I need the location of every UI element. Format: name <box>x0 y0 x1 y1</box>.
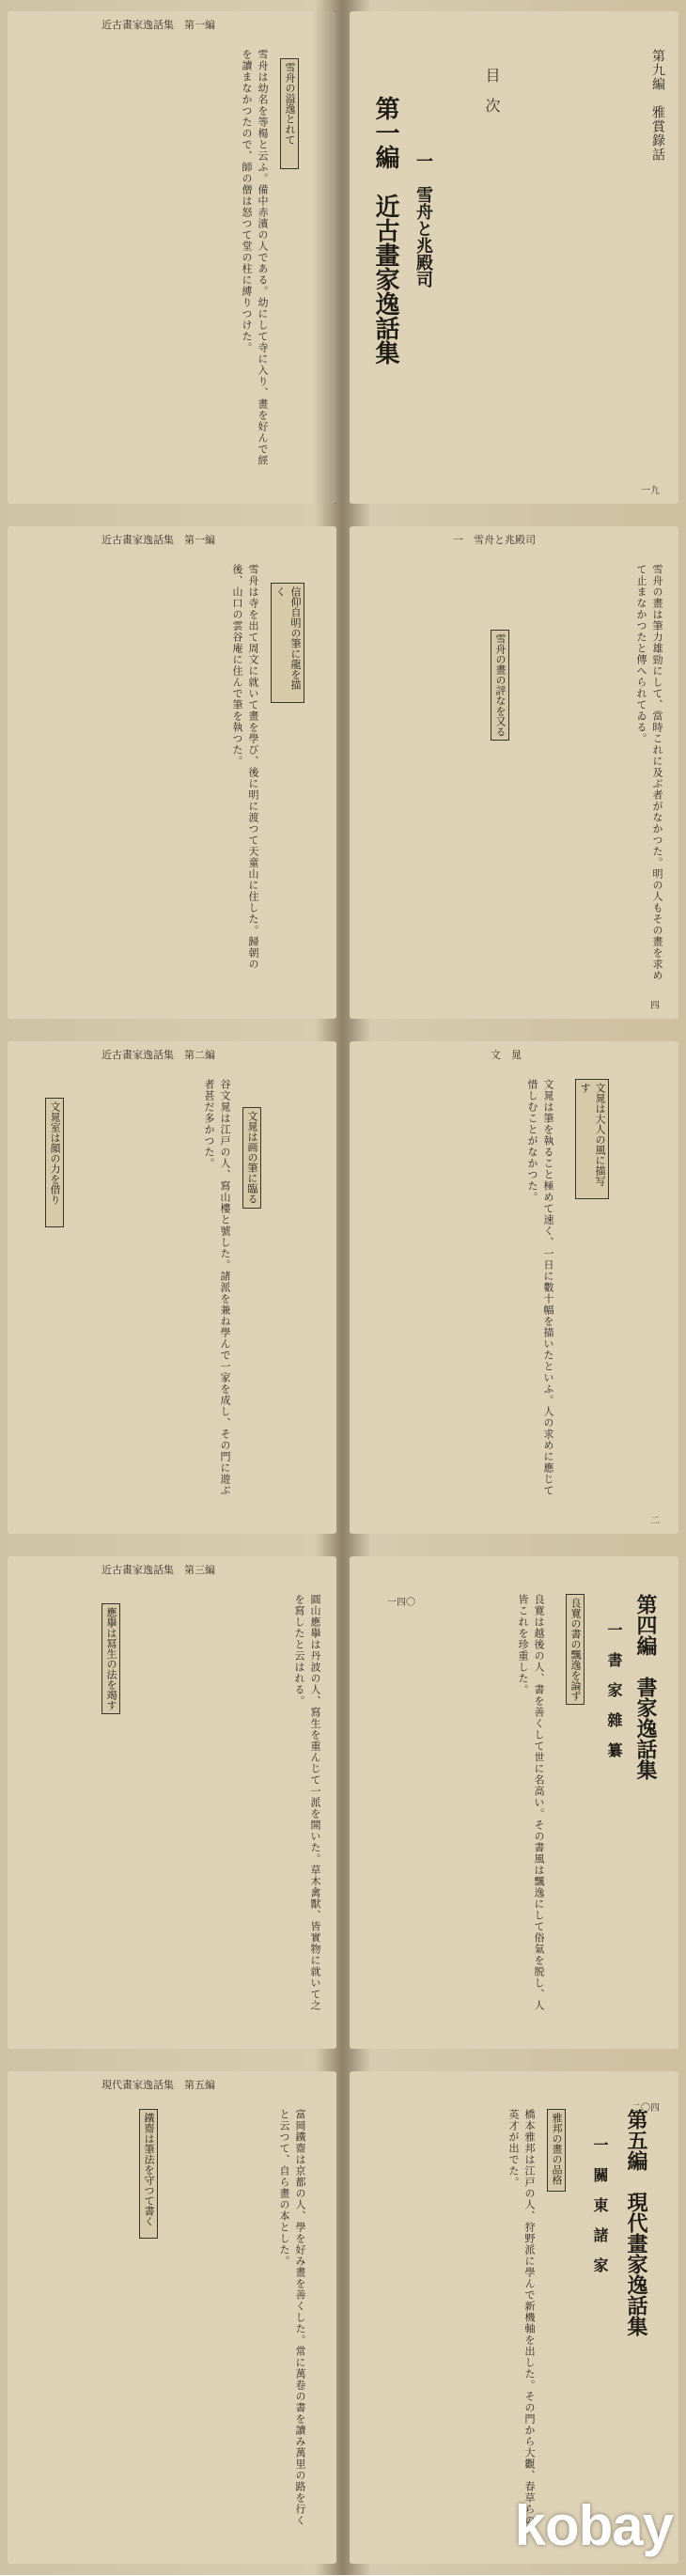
chapter-title: 第一編 近古畫家逸話集 <box>371 96 399 365</box>
running-header: 現代畫家逸話集 第五編 <box>101 2079 215 2091</box>
section-box-heading-secondary: 文晁室は顔の力を借り <box>45 1098 64 1227</box>
section-title: 一 雪舟と兆殿司 <box>413 152 433 288</box>
body-text: 富岡鐵齋は京都の人、學を好み畫を善くした。常に萬卷の書を讀み萬里の路を行くと云つて、自ら畫の本とした。 <box>278 2109 306 2526</box>
section-title: 一 關 東 諸 家 <box>591 2137 609 2272</box>
book-spread-5 <box>0 2060 686 2575</box>
section-box-heading: 鐵齋は筆法を守つて書く <box>139 2109 158 2239</box>
body-text: 橋本雅邦は江戸の人、狩野派に學んで新機軸を出した。その門から大觀、春草らの英才が出でた。 <box>507 2109 536 2526</box>
right-page <box>350 1556 678 2049</box>
running-header: 近古畫家逸話集 第一編 <box>101 534 215 546</box>
section-box-heading: 文晁は大人の風に描写す <box>575 1079 609 1199</box>
running-header: 近古畫家逸話集 第二編 <box>101 1049 215 1061</box>
page-number: 二〇四 <box>631 2103 660 2114</box>
page-number: 二 <box>650 1516 660 1526</box>
body-text: 圓山應擧は丹波の人、寫生を重んじて一派を開いた。草木禽獸、皆實物に就いて之を寫したと云はれる。 <box>293 1594 321 2011</box>
chapter-title: 第五編 現代畫家逸話集 <box>624 2109 648 2336</box>
body-text: 雪舟の畫は筆力雄勁にして、當時これに及ぶ者がなかつた。明の人もその畫を求めて止まなかつたと傳へられてゐる。 <box>635 564 663 981</box>
body-text: 良寛は越後の人、書を善くして世に名高い。その書風は飄逸にして俗氣を脱し、人皆これを珍重した。 <box>517 1594 545 2011</box>
book-spread-4 <box>0 1545 686 2060</box>
toc-entry: 第九編 雅賞錄話 <box>650 49 665 162</box>
section-box-heading: 文晁は画の筆に臨る <box>242 1107 261 1209</box>
left-page <box>8 11 336 504</box>
running-header: 文 晁 <box>491 1049 522 1061</box>
right-page <box>350 526 678 1019</box>
section-box-heading: 雪舟の畫の評なを又る <box>491 630 509 741</box>
body-text: 文晁は筆を執ること極めて速く、一日に數十幅を描いたといふ。人の求めに應じて惜しむことがなかつた。 <box>526 1079 554 1496</box>
body-text: 雪舟は寺を出て周文に就いて畫を學び、後に明に渡つて天童山に住した。歸朝の後、山口の雲谷庵に住んで筆を執つた。 <box>231 564 259 970</box>
chapter-title: 第四編 書家逸話集 <box>633 1594 658 1780</box>
section-box-heading: 信仰自明の筆に龍を描く <box>271 583 304 703</box>
right-page <box>350 2071 678 2564</box>
section-box-heading: 應擧は冩生の法を竭す <box>101 1603 120 1714</box>
body-text: 雪舟は幼名を等楊と云ふ。備中赤濱の人である。幼にして寺に入り、畫を好んで經を讀まなかつたので、師の僧は怒つて堂の柱に縛りつけた。 <box>241 49 269 466</box>
left-page <box>8 526 336 1019</box>
right-page <box>350 11 678 504</box>
book-spread-3 <box>0 1030 686 1545</box>
running-header: 近古畫家逸話集 第一編 <box>101 19 215 31</box>
section-box-heading: 雅邦の畫の品格 <box>547 2109 566 2192</box>
running-header: 一 雪舟と兆殿司 <box>453 534 536 546</box>
book-spread-1 <box>0 0 686 515</box>
watermark-logo: kobay <box>514 2494 673 2557</box>
section-title: 一 書 家 雜 纂 <box>605 1622 623 1757</box>
left-page <box>8 2071 336 2564</box>
page-number: 四 <box>650 1001 660 1011</box>
left-page <box>8 1041 336 1534</box>
page-number: 一四〇 <box>387 1598 415 1608</box>
body-text: 谷文晁は江戸の人、寫山樓と號した。諸派を兼ね學んで一家を成し、その門に遊ぶ者甚だ多かつた。 <box>203 1079 231 1496</box>
running-header: 近古畫家逸話集 第三編 <box>101 1564 215 1576</box>
gutter-shadow <box>312 11 336 504</box>
book-spread-2 <box>0 515 686 1030</box>
right-page <box>350 1041 678 1534</box>
left-page <box>8 1556 336 2049</box>
section-box-heading: 雪舟の溢逸とれて <box>280 58 299 169</box>
toc-header: 目 次 <box>483 68 501 113</box>
page-number: 一九 <box>641 486 660 496</box>
section-box-heading: 良寛の書の飄逸を論ず <box>566 1594 585 1705</box>
